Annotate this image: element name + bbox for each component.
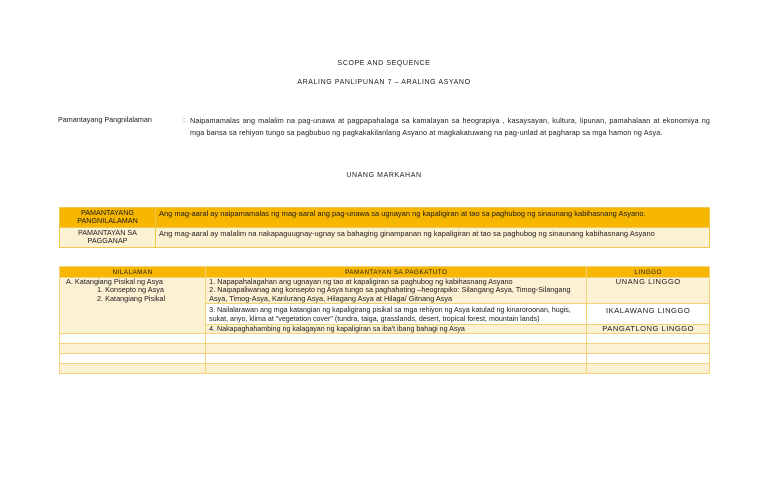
week-cell: UNANG LINGGO	[587, 278, 710, 304]
competency-cell: 4. Nakapaghahambing ng kalagayan ng kapaligiran sa iba't ibang bahagi ng Asya	[206, 325, 587, 334]
standard-label: PAMANTAYAN SA PAGGANAP	[60, 227, 156, 247]
document-subtitle: ARALING PANLIPUNAN 7 – ARALING ASYANO	[297, 79, 471, 86]
scope-sequence-table	[59, 266, 710, 374]
competency-cell: 3. Nailalarawan ang mga katangian ng kapaligirang pisikal sa mga rehiyon ng Asya katulad ng kinaroroonan, hugis, sukat, anyo, klima at "vegetation cover" (tundra, taiga, grasslands, desert, tropical forest, mountain lands)	[206, 304, 587, 325]
table-row	[60, 278, 710, 304]
competency-cell	[206, 278, 587, 304]
competency-text: 1. Napapahalagahan ang ugnayan ng tao at kapaligiran sa paghubog ng kabihasnang Asyano	[209, 277, 513, 286]
empty-row	[60, 364, 710, 374]
document-title: SCOPE AND SEQUENCE	[337, 60, 431, 67]
empty-row	[60, 344, 710, 354]
content-standard-colon: :	[183, 115, 185, 124]
content-cell	[60, 278, 206, 334]
column-header: PAMANTAYAN SA PAGKATUTO	[206, 267, 587, 278]
standard-text: Ang mag-aaral ay naipamamalas ng mag-aaral ang pag-unawa sa ugnayan ng kapaligiran at tao sa paghubog ng sinaunang kabihasnang Asyano.	[156, 208, 710, 228]
standard-label: PAMANTAYANG PANGNILALAMAN	[60, 208, 156, 228]
standard-text: Ang mag-aaral ay malalim na nakapaguugnay-ugnay sa bahaging ginampanan ng kapaligiran at tao sa paghubog ng sinaunang kabihasnang Asyano	[156, 227, 710, 247]
empty-row	[60, 334, 710, 344]
week-cell: PANGATLONG LINGGO	[587, 325, 710, 334]
content-standard-label: Pamantayang Pangnilalaman	[58, 115, 152, 124]
standards-row	[60, 208, 710, 228]
column-header: LINGGO	[587, 267, 710, 278]
table-header-row	[60, 267, 710, 278]
standards-row	[60, 227, 710, 247]
empty-row	[60, 354, 710, 364]
content-topic: A. Katangiang Pisikal ng Asya	[66, 277, 163, 286]
competency-text: 2. Naipapaliwanag ang konsepto ng Asya tungo sa paghahating –heograpiko: Silangang Asya, Timog-Silangang Asya, Timog-Asya, Kanlurang Asya, Hilagang Asya at Hilaga/ Gitnang Asya	[209, 285, 571, 303]
content-subtopic: 1. Konsepto ng Asya	[97, 285, 164, 295]
content-subtopic: 2. Katangiang Pisikal	[97, 293, 166, 303]
quarter-heading: UNANG MARKAHAN	[346, 172, 422, 179]
column-header: NILALAMAN	[60, 267, 206, 278]
standards-table	[59, 207, 710, 248]
content-standard-text: Naipamamalas ang malalim na pag-unawa at pagpapahalaga sa kamalayan sa heograpiya , kasaysayan, kultura, lipunan, pamahalaan at ekonomiya ng mga bansa sa rehiyon tungo sa pagbubuo ng pagkakakilanlang Asyano at magkakatuwang na pag-unlad at pagharap sa mga hamon ng Asya.	[190, 116, 710, 137]
week-cell: IKALAWANG LINGGO	[587, 304, 710, 325]
